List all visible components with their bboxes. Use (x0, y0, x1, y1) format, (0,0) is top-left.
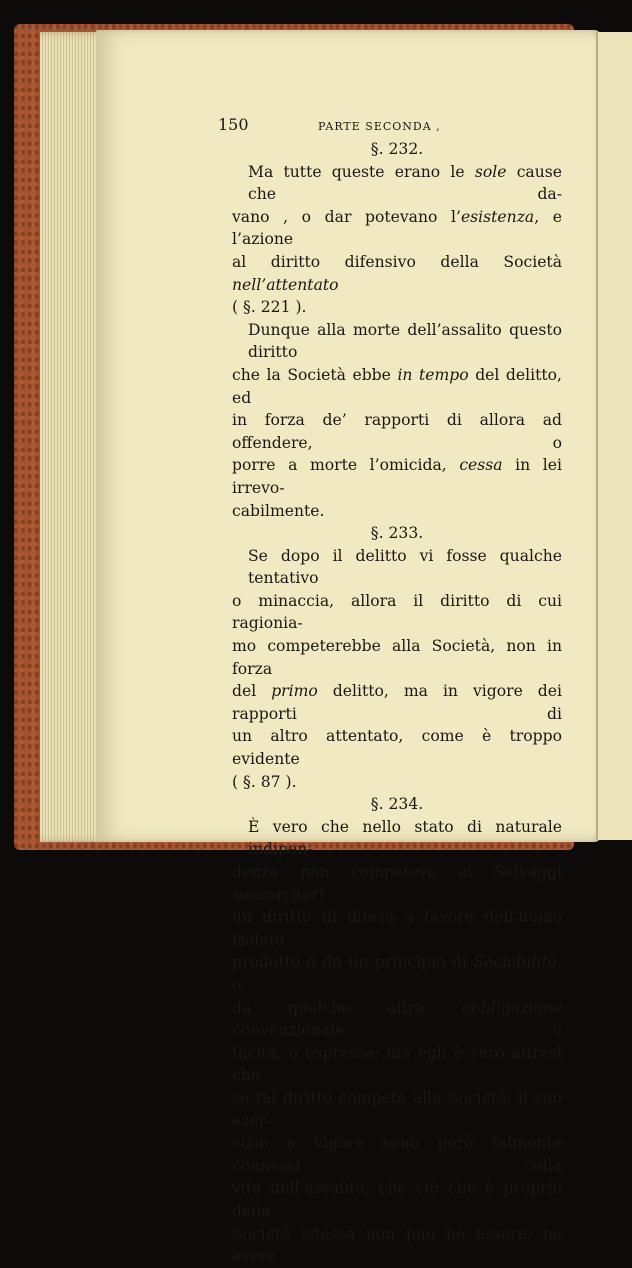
text-line: un diritto di difesa a favore dell’uomo isolato (232, 908, 562, 949)
text-line: tacita, o espressa; ma egli è vero altresì che (232, 1043, 562, 1085)
section-heading: §. 232. (370, 140, 424, 158)
text-line: del primo delitto, ma in vigore dei rapporti di (232, 682, 563, 723)
text-line: o minaccia, allora il diritto di cui ragionia- (232, 591, 562, 633)
text-line: ( §. 87 ). (232, 772, 297, 791)
text-line: un altro attentato, come è troppo evidente (232, 727, 562, 769)
next-page-edge (596, 32, 632, 840)
text-line: in forza de’ rapporti di allora ad offendere, o (232, 411, 562, 452)
text-line: denza non competeva ai Selvaggi soccorritori (232, 863, 562, 904)
text-line: che la Società ebbe in tempo del delitto, ed (232, 365, 562, 407)
section-heading: §. 234. (370, 795, 424, 814)
text-line: prodotto o da un principio di Sociabilità, o (232, 953, 562, 994)
text-line: al diritto difensivo della Società nell’attentato (232, 252, 562, 294)
running-head: PARTE SECONDA , (318, 120, 441, 133)
text-line: vano , o dar potevano l’esistenza, e l’azione (232, 207, 562, 249)
paragraph (232, 319, 562, 522)
text-line: Dunque alla morte dell’assalito questo diritto (248, 320, 562, 362)
page-header: 150 PARTE SECONDA , (232, 114, 562, 138)
text-line: È vero che nello stato di naturale indipen- (248, 817, 562, 859)
text-line: da qualche altra obbligazione convenzionale o (232, 998, 562, 1040)
text-line: Se dopo il delitto vi fosse qualche tentativo (248, 546, 562, 588)
paragraph (232, 816, 562, 1268)
text-line: ( §. 221 ). (232, 298, 307, 317)
paragraph (232, 545, 562, 794)
paragraph (232, 161, 562, 319)
text-line: vita dell’assalito, che ciò che è proprio della (232, 1179, 562, 1220)
text-line: se tal diritto compete alla Società, il suo eser- (232, 1088, 562, 1130)
text-line: cabilmente. (232, 501, 325, 520)
text-line: cizio e vigore sono però talmente connessi colla (232, 1134, 562, 1175)
page-text (218, 114, 563, 1268)
text-line: mo competerebbe alla Società, non in forza (232, 637, 562, 678)
section-heading: §. 233. (370, 524, 424, 543)
text-line: Ma tutte queste erano le sole cause che da- (248, 162, 563, 204)
page-body (232, 138, 562, 1268)
text-line: Società istessa non può nè essere, nè avere (232, 1224, 562, 1266)
text-line: porre a morte l’omicida, cessa in lei irrevo- (232, 456, 562, 497)
